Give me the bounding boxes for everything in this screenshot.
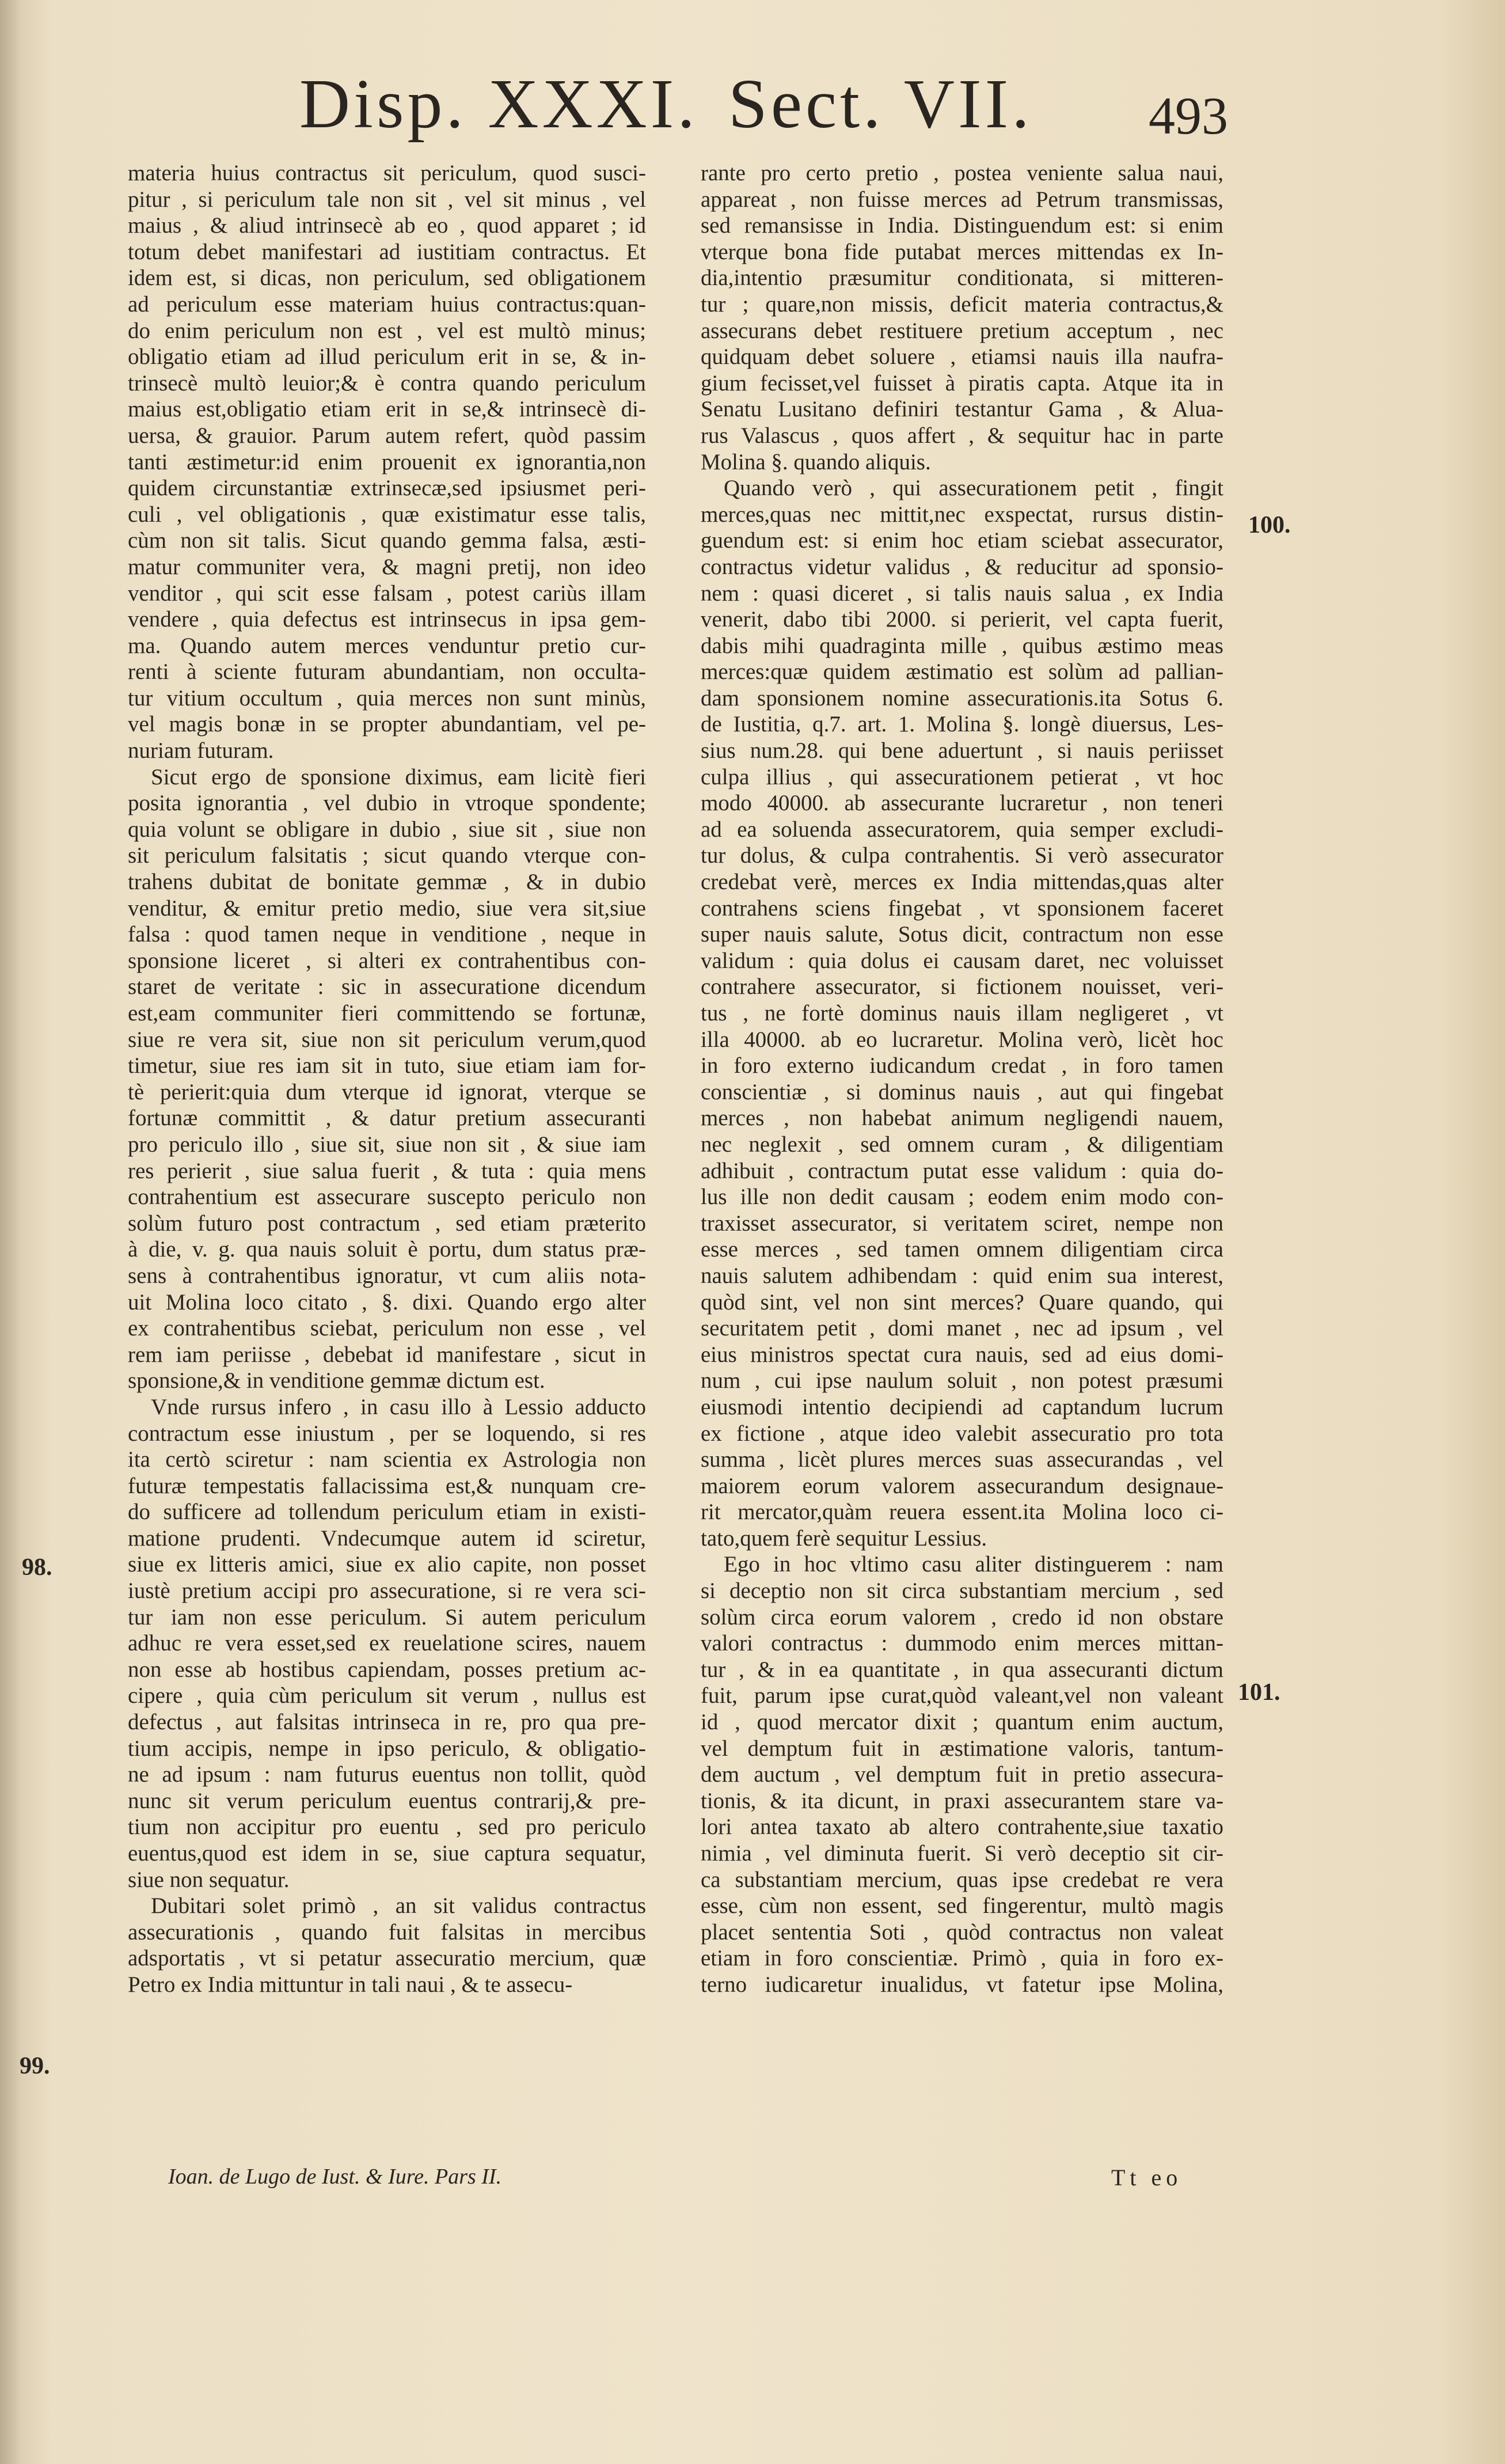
text-line: appareat , non fuisse merces ad Petrum transmissas,: [701, 187, 1223, 212]
right-text-column: [701, 160, 1223, 1998]
text-line: ita certò sciretur : nam scientia ex Astrologia non: [128, 1447, 646, 1472]
text-line: fuit, parum ipse curat,quòd valeant,vel non valeant: [701, 1683, 1223, 1709]
text-line: contrahens sciens fingebat , vt sponsionem faceret: [701, 895, 1223, 921]
margin-number-98: 98.: [22, 1554, 52, 1581]
text-line: conscientiæ , si dominus nauis , aut qui fingebat: [701, 1079, 1223, 1104]
text-line: nimia , vel diminuta fuerit. Si verò deceptio sit cir-: [701, 1841, 1223, 1866]
text-line: sponsione,& in venditione gemmæ dictum est.: [128, 1368, 545, 1394]
text-line: posita ignorantia , vel dubio in vtroque spondente;: [128, 791, 646, 816]
text-line: num , cui ipse naulum soluit , non potest præsumi: [701, 1368, 1223, 1394]
footer-catchword: Tt eo: [1111, 2165, 1183, 2190]
text-line: futuræ tempestatis fallacissima est,& nunquam cre-: [128, 1473, 646, 1498]
text-line: contractus videtur validus , & reducitur ad sponsio-: [701, 554, 1223, 579]
text-line: staret de veritate : sic in assecuratione dicendum: [128, 974, 646, 1000]
text-line: rus Valascus , quos affert , & sequitur hac in parte: [701, 423, 1223, 448]
text-line: esse merces , sed tamen omnem diligentiam circa: [701, 1237, 1223, 1262]
text-line: rit mercator,quàm reuera essent.ita Molina loco ci-: [701, 1499, 1223, 1525]
text-line: Vnde rursus infero , in casu illo à Lessio adducto: [151, 1394, 646, 1419]
text-line: obligatio etiam ad illud periculum erit in se, & in-: [128, 344, 646, 370]
text-line: credebat verè, merces ex India mittendas,quas alter: [701, 870, 1223, 895]
text-line: tium non accipitur pro euentu , sed pro periculo: [128, 1814, 646, 1840]
page-number: 493: [1149, 86, 1228, 145]
text-line: validum : quia dolus ei causam daret, nec voluisset: [701, 948, 1223, 973]
text-line: ad periculum esse materiam huius contractus:quan-: [128, 291, 646, 317]
text-line: siue ex litteris amici, siue ex alio capite, non posset: [128, 1552, 646, 1577]
text-line: tè perierit:quia dum vterque id ignorat, vterque se: [128, 1079, 646, 1104]
text-line: quia volunt se obligare in dubio , siue sit , siue non: [128, 817, 646, 842]
text-line: Dubitari solet primò , an sit validus contractus: [151, 1893, 646, 1919]
text-line: vendere , quia defectus est intrinsecus in ipsa gem-: [128, 607, 646, 632]
text-line: placet sententia Soti , quòd contractus non valeat: [701, 1919, 1223, 1945]
text-line: res perierit , siue salua fuerit , & tuta : quia mens: [128, 1158, 646, 1183]
text-line: esse, cùm non essent, sed fingerentur, multò magis: [701, 1893, 1223, 1919]
text-line: Quando verò , qui assecurationem petit , fingit: [724, 476, 1223, 501]
text-line: ex fictione , atque ideo valebit assecuratio pro tota: [701, 1421, 1223, 1446]
text-line: timetur, siue res iam sit in tuto, siue etiam iam for-: [128, 1053, 646, 1079]
margin-number-100: 100.: [1248, 512, 1291, 538]
text-line: do enim periculum non est , vel est multò minus;: [128, 318, 646, 343]
text-line: culpa illius , qui assecurationem petierat , vt hoc: [701, 764, 1223, 789]
text-line: valori contractus : dummodo enim merces mittan-: [701, 1631, 1223, 1656]
left-text-column: [128, 160, 646, 1998]
text-line: Molina §. quando aliquis.: [701, 449, 931, 474]
text-line: ad ea soluenda assecuratorem, quia semper excludi-: [701, 817, 1223, 842]
text-line: tur dolus, & culpa contrahentis. Si verò assecurator: [701, 843, 1223, 868]
text-line: siue re vera sit, siue non sit periculum verum,quod: [128, 1027, 646, 1052]
text-line: ex contrahentibus sciebat, periculum non esse , vel: [128, 1316, 646, 1341]
text-line: quidquam debet soluere , etiamsi nauis illa naufra-: [701, 344, 1223, 370]
header-section: Sect. VII.: [728, 65, 1033, 143]
text-line: uersa, & grauior. Parum autem refert, quòd passim: [128, 423, 646, 448]
text-line: Sicut ergo de sponsione diximus, eam licitè fieri: [151, 764, 646, 789]
text-line: Senatu Lusitano definiri testantur Gama , & Alua-: [701, 397, 1223, 422]
text-line: renti à sciente futuram abundantiam, non occulta-: [128, 659, 646, 685]
text-line: pitur , si periculum tale non sit , vel sit minus , vel: [128, 187, 646, 212]
text-line: sed remansisse in India. Distinguendum est: si enim: [701, 213, 1223, 238]
text-line: ca substantiam mercium, quas ipse credebat re vera: [701, 1867, 1223, 1892]
text-line: matione prudenti. Vndecumque autem id sciretur,: [128, 1525, 646, 1551]
text-line: venditor , qui scit esse falsam , potest cariùs illam: [128, 580, 646, 606]
text-line: vel demptum fuit in æstimatione valoris, tantum-: [701, 1736, 1223, 1761]
text-line: maius , & aliud intrinsecè ab eo , quod apparet ; id: [128, 213, 646, 238]
text-line: sius num.28. qui bene aduertunt , si nauis periisset: [701, 738, 1223, 764]
text-line: tionis, & ita dicunt, in praxi assecurantem stare va-: [701, 1788, 1223, 1813]
text-line: merces , non habebat animum negligendi nauem,: [701, 1106, 1223, 1131]
text-line: materia huius contractus sit periculum, quod susci-: [128, 161, 646, 185]
text-line: assecurans debet restituere pretium acceptum , nec: [701, 318, 1223, 343]
text-line: tur iam non esse periculum. Si autem periculum: [128, 1604, 646, 1630]
text-line: solùm futuro post contractum , sed etiam præterito: [128, 1210, 646, 1236]
margin-number-101: 101.: [1238, 1679, 1280, 1706]
text-line: merces:quæ quidem æstimatio est solùm ad pallian-: [701, 659, 1223, 685]
text-line: dam sponsionem nomine assecurationis.ita Sotus 6.: [701, 685, 1223, 711]
text-line: venditur, & emitur pretio medio, siue vera sit,siue: [128, 895, 646, 921]
running-header: [0, 63, 1505, 150]
text-line: tur ; quare,non missis, deficit materia contractus,&: [701, 291, 1223, 317]
text-line: in foro externo iudicandum credat , in foro tamen: [701, 1053, 1223, 1079]
text-line: si deceptio non sit circa substantiam mercium , sed: [701, 1578, 1223, 1604]
text-line: est,eam communiter fieri committendo se fortunæ,: [128, 1001, 646, 1026]
text-line: sit periculum falsitatis ; sicut quando vterque con-: [128, 843, 646, 868]
text-line: eiusmodi intentio decipiendi ad captandum lucrum: [701, 1394, 1223, 1419]
text-line: uit Molina loco citato , §. dixi. Quando ergo alter: [128, 1289, 646, 1315]
text-line: super nauis salute, Sotus dicit, contractum non esse: [701, 922, 1223, 947]
text-line: terno iudicaretur inualidus, vt fatetur ipse Molina,: [701, 1972, 1223, 1997]
text-line: sponsione liceret , si alteri ex contrahentibus con-: [128, 948, 646, 973]
text-line: dabis mihi quadraginta mille , quibus æstimo meas: [701, 633, 1223, 658]
margin-number-99: 99.: [20, 2053, 50, 2079]
text-line: rem iam periisse , debebat id manifestare , sicut in: [128, 1342, 646, 1367]
text-line: defectus , aut falsitas intrinseca in re, pro qua pre-: [128, 1710, 646, 1735]
footer-signature: Ioan. de Lugo de Iust. & Iure. Pars II.: [168, 2165, 502, 2189]
text-line: falsa : quod tamen neque in venditione , neque in: [128, 922, 646, 947]
text-line: vel magis bonæ in se propter abundantiam, vel pe-: [128, 712, 646, 737]
text-line: ne ad ipsum : nam futurus euentus non tollit, quòd: [128, 1762, 646, 1787]
text-line: assecurationis , quando fuit falsitas in mercibus: [128, 1919, 646, 1945]
text-line: totum debet manifestari ad iustitiam contractus. Et: [128, 239, 646, 264]
text-line: nauis salutem adhibendam : quid enim sua interest,: [701, 1263, 1223, 1288]
text-line: traxisset assecurator, si veritatem sciret, nempe non: [701, 1210, 1223, 1236]
header-disputation: Disp. XXXI.: [299, 65, 698, 143]
text-line: securitatem petit , domi manet , nec ad ipsum , vel: [701, 1316, 1223, 1341]
text-line: lus ille non dedit causam ; eodem enim modo con-: [701, 1184, 1223, 1210]
text-line: etiam in foro conscientiæ. Primò , quia in foro ex-: [701, 1946, 1223, 1971]
text-line: cùm non sit talis. Sicut quando gemma falsa, æsti-: [128, 528, 646, 553]
text-line: idem est, si dicas, non periculum, sed obligationem: [128, 265, 646, 291]
text-line: solùm circa eorum valorem , credo id non obstare: [701, 1604, 1223, 1630]
text-line: tium accipis, nempe in ipso periculo, & obligatio-: [128, 1736, 646, 1761]
text-line: culi , vel obligationis , quæ existimatur esse talis,: [128, 502, 646, 527]
text-line: tanti æstimetur:id enim prouenit ex ignorantia,non: [128, 449, 646, 474]
text-line: dia,intentio præsumitur conditionata, si mitteren-: [701, 265, 1223, 291]
text-line: fortunæ committit , & datur pretium assecuranti: [128, 1106, 646, 1131]
text-line: illa 40000. ab eo lucraretur. Molina verò, licèt hoc: [701, 1027, 1223, 1052]
text-line: matur communiter vera, & magni pretij, non ideo: [128, 554, 646, 579]
text-line: nunc sit verum periculum euentus contrarij,& pre-: [128, 1788, 646, 1813]
text-line: contractum esse iniustum , per se loquendo, si res: [128, 1421, 646, 1446]
text-line: contrahentium est assecurare suscepto periculo non: [128, 1184, 646, 1210]
text-line: venerit, dabo tibi 2000. si perierit, vel capta fuerit,: [701, 607, 1223, 632]
text-line: adsportatis , vt si petatur assecuratio mercium, quæ: [128, 1946, 646, 1971]
text-line: Ego in hoc vltimo casu aliter distinguerem : nam: [724, 1552, 1223, 1577]
text-line: dem auctum , vel demptum fuit in pretio assecura-: [701, 1762, 1223, 1787]
text-line: maiorem eorum valorem assecurandum designaue-: [701, 1473, 1223, 1498]
text-line: rante pro certo pretio , postea veniente salua naui,: [701, 161, 1223, 185]
text-line: tus , ne fortè dominus nauis illam negligeret , vt: [701, 1001, 1223, 1026]
text-line: gium fecisset,vel fuisset à piratis capta. Atque ita in: [701, 370, 1223, 396]
text-line: trahens dubitat de bonitate gemmæ , & in dubio: [128, 870, 646, 895]
text-line: do sufficere ad tollendum periculum etiam in existi-: [128, 1499, 646, 1525]
text-line: pro periculo illo , siue sit, siue non sit , & siue iam: [128, 1132, 646, 1157]
text-line: contrahere assecurator, si fictionem nouisset, veri-: [701, 974, 1223, 1000]
text-line: adhuc re vera esset,sed ex reuelatione scires, nauem: [128, 1631, 646, 1656]
text-line: tur , & in ea quantitate , in qua assecuranti dictum: [701, 1657, 1223, 1682]
text-line: vterque bona fide putabat merces mittendas ex In-: [701, 239, 1223, 264]
text-line: merces,quas nec mittit,nec exspectat, rursus distin-: [701, 502, 1223, 527]
text-line: cipere , quia cùm periculum sit verum , nullus est: [128, 1683, 646, 1709]
text-line: summa , licèt plures merces suas assecurandas , vel: [701, 1447, 1223, 1472]
text-line: tato,quem ferè sequitur Lessius.: [701, 1525, 987, 1551]
text-line: iustè pretium accipi pro assecuratione, si re vera sci-: [128, 1578, 646, 1604]
text-line: eius ministros spectat cura nauis, sed ad eius domi-: [701, 1342, 1223, 1367]
text-line: adhibuit , contractum putat esse validum : quia do-: [701, 1158, 1223, 1183]
text-line: siue non sequatur.: [128, 1867, 290, 1892]
text-line: non esse ab hostibus capiendam, posses pretium ac-: [128, 1657, 646, 1682]
text-line: euentus,quod est idem in se, siue captura sequatur,: [128, 1841, 646, 1866]
text-line: quòd sint, vel non sint merces? Quare quando, qui: [701, 1289, 1223, 1315]
text-line: de Iustitia, q.7. art. 1. Molina §. longè diuersus, Les-: [701, 712, 1223, 737]
text-line: nec neglexit , sed omnem curam , & diligentiam: [701, 1132, 1223, 1157]
text-line: lori antea taxato ab altero contrahente,siue taxatio: [701, 1814, 1223, 1840]
text-line: tur vitium occultum , quia merces non sunt minùs,: [128, 685, 646, 711]
text-line: id , quod mercator dixit ; quantum enim auctum,: [701, 1710, 1223, 1735]
text-line: modo 40000. ab assecurante lucraretur , non teneri: [701, 791, 1223, 816]
text-line: sens à contrahentibus ignoratur, vt cum aliis nota-: [128, 1263, 646, 1288]
text-line: Petro ex India mittuntur in tali naui , & te assecu-: [128, 1972, 573, 1997]
text-line: nuriam futuram.: [128, 738, 274, 764]
text-line: nem : quasi diceret , si talis nauis salua , ex India: [701, 580, 1223, 606]
text-line: quidem circunstantiæ extrinsecæ,sed ipsiusmet peri-: [128, 476, 646, 501]
text-line: trinsecè multò leuior;& è contra quando periculum: [128, 370, 646, 396]
text-line: à die, v. g. qua nauis soluit è portu, dum status præ-: [128, 1237, 646, 1262]
text-line: ma. Quando autem merces venduntur pretio cur-: [128, 633, 646, 658]
text-line: guendum est: si enim hoc etiam sciebat assecurator,: [701, 528, 1223, 553]
text-line: maius est,obligatio etiam erit in se,& intrinsecè di-: [128, 397, 646, 422]
